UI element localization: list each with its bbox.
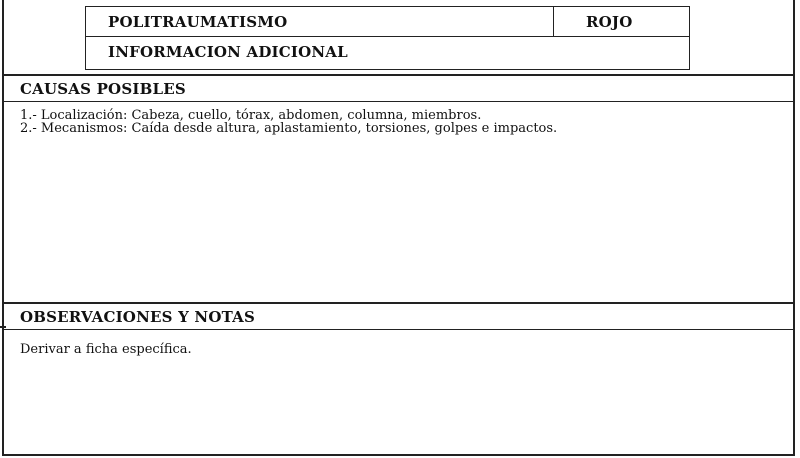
info-cell — [85, 36, 690, 70]
causas-list — [20, 109, 557, 135]
observaciones-text: Derivar a ficha específica. — [20, 342, 192, 357]
causas-item: 2.- Mecanismos: Caída desde altura, aplastamiento, torsiones, golpes e impactos. — [20, 121, 558, 136]
color-code: ROJO — [586, 13, 633, 31]
form-subtitle: INFORMACION ADICIONAL — [108, 43, 348, 61]
form-sheet — [2, 0, 795, 456]
margin-tick-mark — [0, 326, 6, 328]
causas-item: 1.- Localización: Cabeza, cuello, tórax, abdomen, columna, miembros. — [20, 108, 482, 123]
form-title: POLITRAUMATISMO — [108, 13, 288, 31]
causas-section-header — [4, 74, 793, 102]
causas-heading: CAUSAS POSIBLES — [20, 80, 186, 98]
observaciones-heading: OBSERVACIONES Y NOTAS — [20, 308, 255, 326]
title-cell — [85, 6, 554, 37]
form-header — [4, 0, 793, 75]
color-code-cell — [553, 6, 690, 37]
observaciones-section-header — [4, 302, 793, 330]
